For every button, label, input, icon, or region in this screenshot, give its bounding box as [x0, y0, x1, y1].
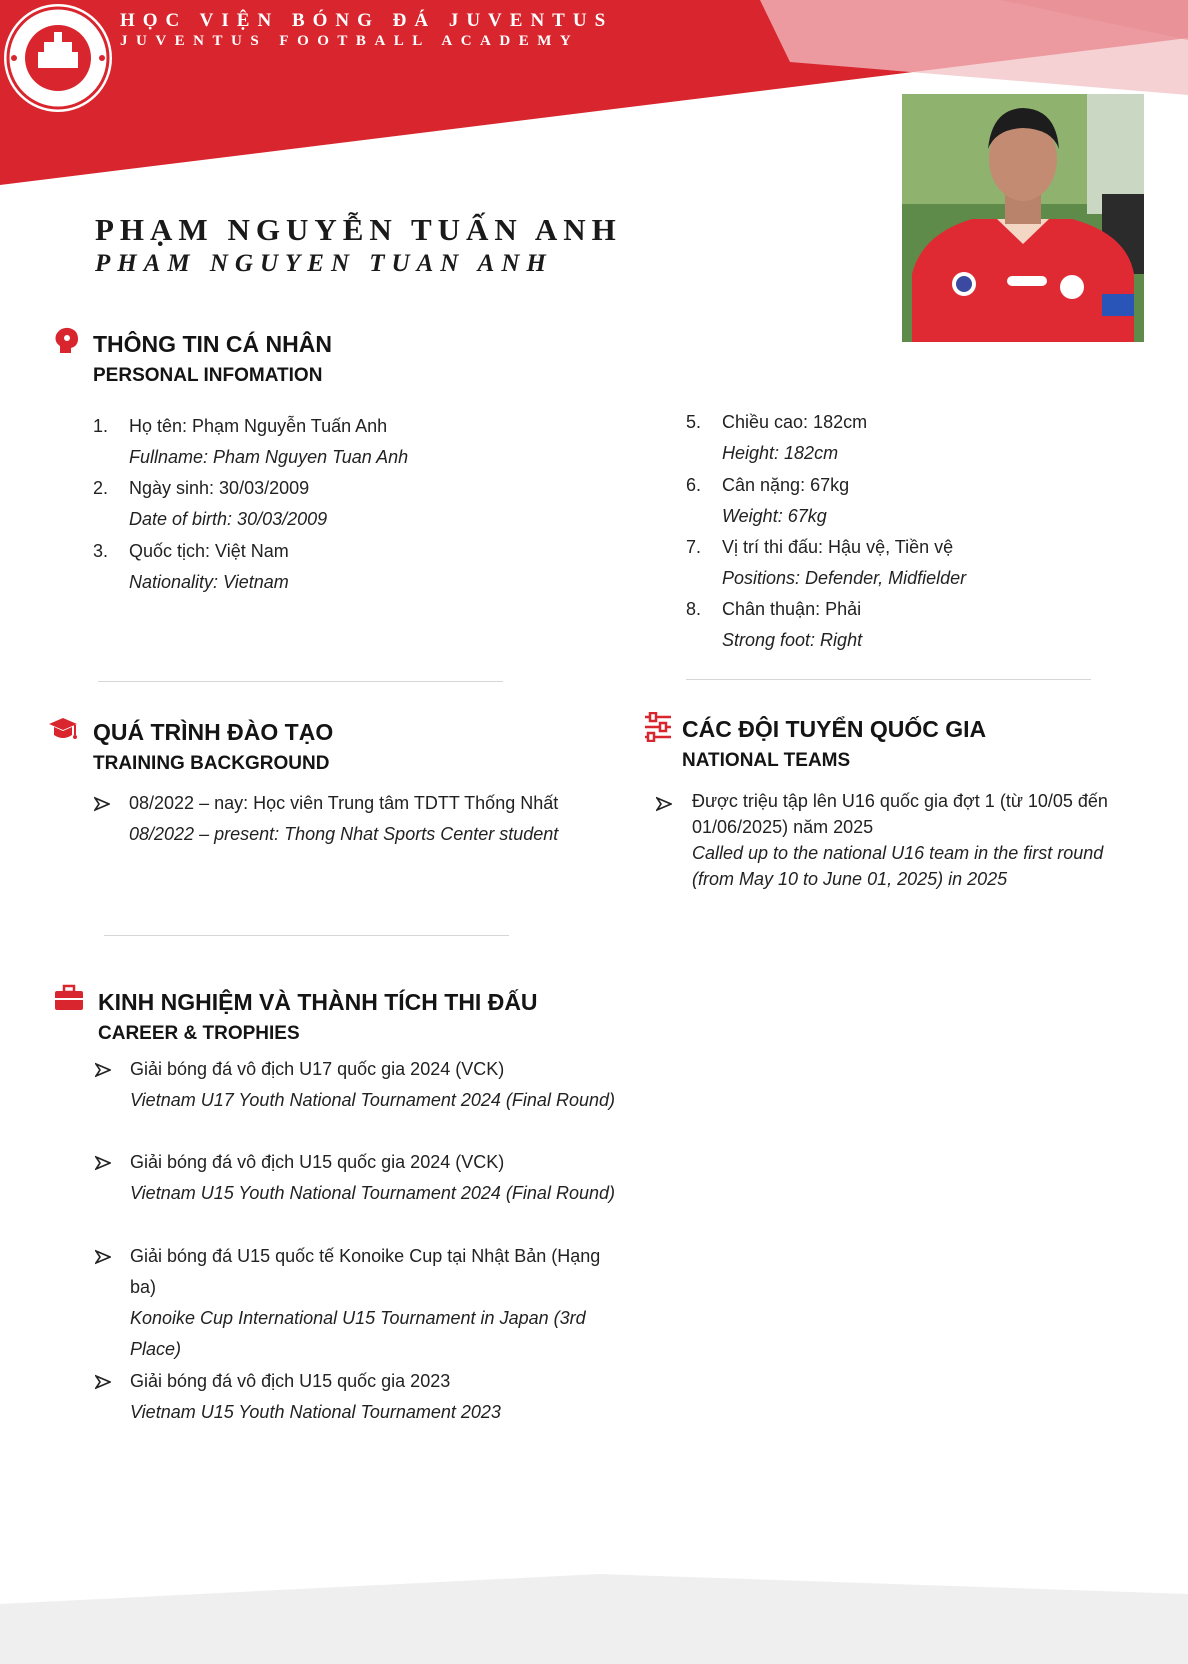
- footer-band: [0, 1574, 1188, 1664]
- item-vn: 08/2022 – nay: Học viên Trung tâm TDTT Thống Nhất: [129, 793, 559, 813]
- player-photo: [902, 94, 1144, 342]
- item-en: Date of birth: 30/03/2009: [129, 509, 328, 529]
- career-item-4: [130, 1366, 630, 1428]
- divider: [104, 935, 509, 936]
- national-item: [692, 788, 1112, 892]
- item-number: 2.: [93, 478, 109, 498]
- briefcase-icon: [54, 983, 84, 1013]
- item-vn: Chiều cao: 182cm: [722, 412, 868, 432]
- career-title-en: CAREER & TROPHIES: [98, 1023, 300, 1044]
- divider: [98, 681, 503, 682]
- item-en: Strong foot: Right: [722, 630, 863, 650]
- item-number: 8.: [686, 599, 702, 619]
- item-en: Vietnam U15 Youth National Tournament 2023: [130, 1402, 501, 1422]
- arrow-bullet-icon: [656, 796, 672, 812]
- item-number: 5.: [686, 412, 702, 432]
- academy-name-vn: HỌC VIỆN BÓNG ĐÁ JUVENTUS: [120, 10, 614, 31]
- arrow-bullet-icon: [95, 1062, 111, 1078]
- item-vn: Giải bóng đá vô địch U15 quốc gia 2024 (VCK): [130, 1152, 505, 1172]
- item-en: Fullname: Pham Nguyen Tuan Anh: [129, 447, 409, 467]
- sliders-icon: [643, 712, 673, 742]
- arrow-bullet-icon: [94, 796, 110, 812]
- personal-title-vn: THÔNG TIN CÁ NHÂN: [93, 331, 332, 357]
- career-item-2: [130, 1147, 630, 1209]
- item-en: Vietnam U15 Youth National Tournament 2024 (Final Round): [130, 1183, 615, 1203]
- item-vn: Được triệu tập lên U16 quốc gia đợt 1 (từ 10/05 đến 01/06/2025) năm 2025: [692, 791, 1108, 837]
- arrow-bullet-icon: [95, 1249, 111, 1265]
- personal-item-8: [686, 594, 863, 650]
- player-name-vn: PHẠM NGUYỄN TUẤN ANH: [95, 212, 622, 247]
- career-item-1: [130, 1054, 630, 1116]
- graduation-cap-icon: [48, 714, 78, 744]
- item-en: Vietnam U17 Youth National Tournament 2024 (Final Round): [130, 1090, 615, 1110]
- item-en: 08/2022 – present: Thong Nhat Sports Center student: [129, 824, 559, 844]
- career-title-vn: KINH NGHIỆM VÀ THÀNH TÍCH THI ĐẤU: [98, 989, 538, 1015]
- item-en: Konoike Cup International U15 Tournament in Japan (3rd Place): [130, 1308, 586, 1359]
- personal-item-6: [686, 470, 850, 526]
- item-vn: Giải bóng đá vô địch U17 quốc gia 2024 (VCK): [130, 1059, 505, 1079]
- item-en: Positions: Defender, Midfielder: [722, 568, 967, 588]
- item-number: 3.: [93, 541, 109, 561]
- arrow-bullet-icon: [95, 1155, 111, 1171]
- personal-item-3: [93, 536, 289, 592]
- item-vn: Giải bóng đá vô địch U15 quốc gia 2023: [130, 1371, 451, 1391]
- item-en: Height: 182cm: [722, 443, 839, 463]
- item-vn: Chân thuận: Phải: [722, 599, 862, 619]
- national-title-vn: CÁC ĐỘI TUYỂN QUỐC GIA: [682, 716, 987, 742]
- item-vn: Cân nặng: 67kg: [722, 475, 850, 495]
- item-number: 6.: [686, 475, 702, 495]
- personal-item-2: [93, 473, 328, 529]
- item-vn: Giải bóng đá U15 quốc tế Konoike Cup tại Nhật Bản (Hạng ba): [130, 1246, 601, 1297]
- training-title-vn: QUÁ TRÌNH ĐÀO TẠO: [93, 719, 334, 745]
- item-vn: Vị trí thi đấu: Hậu vệ, Tiền vệ: [722, 537, 954, 557]
- personal-item-7: [686, 532, 967, 588]
- club-logo: [2, 2, 114, 114]
- divider: [686, 679, 1091, 680]
- training-title-en: TRAINING BACKGROUND: [93, 753, 330, 774]
- personal-item-1: [93, 411, 409, 467]
- academy-name-en: JUVENTUS FOOTBALL ACADEMY: [120, 33, 580, 49]
- item-en: Nationality: Vietnam: [129, 572, 289, 592]
- career-item-3: [130, 1241, 630, 1365]
- item-en: Weight: 67kg: [722, 506, 827, 526]
- national-title-en: NATIONAL TEAMS: [682, 750, 851, 771]
- personal-title-en: PERSONAL INFOMATION: [93, 365, 323, 386]
- personal-item-5: [686, 407, 868, 463]
- item-number: 1.: [93, 416, 109, 436]
- personal-info-icon: [52, 326, 82, 356]
- item-en: Called up to the national U16 team in the first round (from May 10 to June 01, 2025) in 2025: [692, 843, 1104, 889]
- item-number: 7.: [686, 537, 702, 557]
- item-vn: Quốc tịch: Việt Nam: [129, 541, 289, 561]
- player-name-en: PHAM NGUYEN TUAN ANH: [95, 250, 553, 277]
- item-vn: Ngày sinh: 30/03/2009: [129, 478, 310, 498]
- arrow-bullet-icon: [95, 1374, 111, 1390]
- item-vn: Họ tên: Phạm Nguyễn Tuấn Anh: [129, 416, 388, 436]
- training-item: [129, 788, 558, 850]
